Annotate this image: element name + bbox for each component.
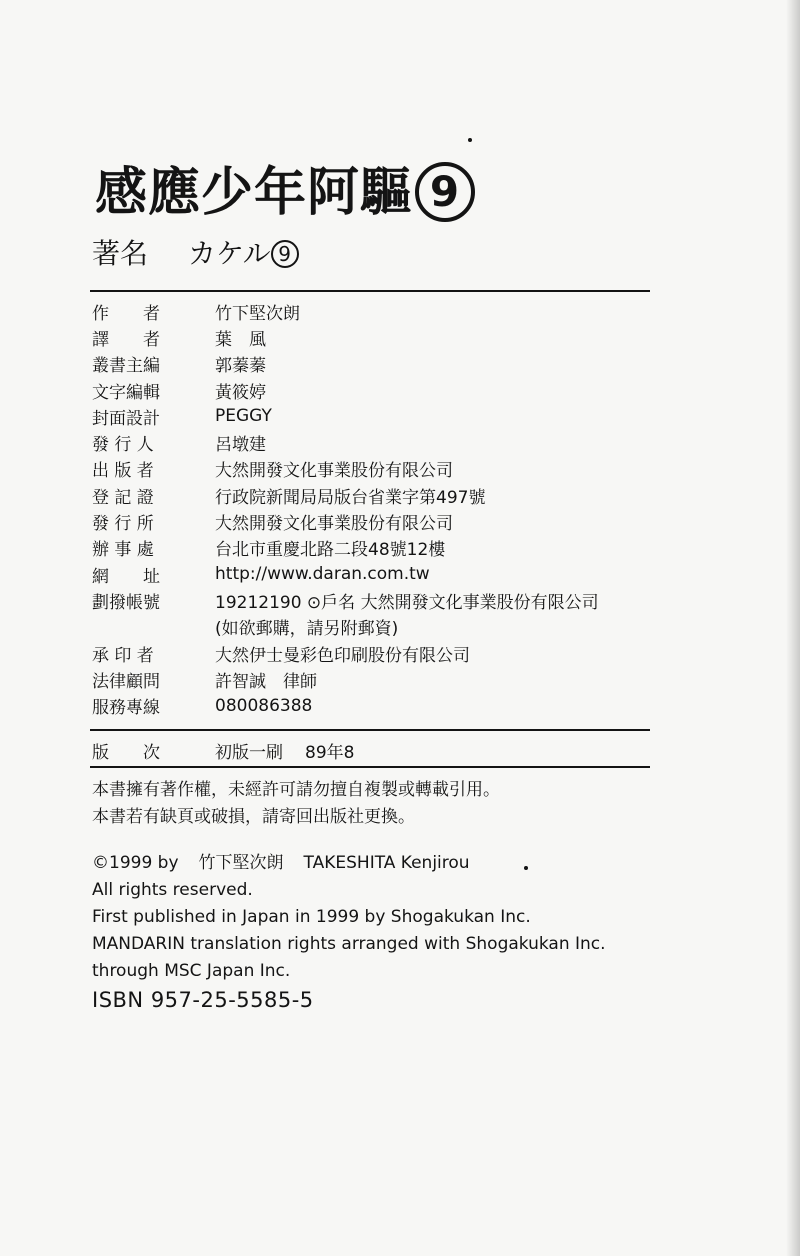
credits-row	[92, 298, 692, 324]
notice-line: 本書擁有著作權，未經許可請勿擅自複製或轉載引用。	[92, 780, 500, 800]
credits-key: 譯 者	[92, 329, 160, 350]
credits-row	[92, 456, 692, 482]
original-volume-badge: 9	[271, 240, 299, 268]
copyright-block	[92, 850, 606, 1014]
credits-row	[92, 508, 692, 534]
isbn: ISBN 957-25-5585-5	[92, 988, 314, 1012]
lower-divider	[90, 766, 650, 768]
copyright-line	[92, 850, 606, 877]
credits-value: 黃筱婷	[215, 382, 266, 403]
credits-value: 呂墩建	[215, 435, 266, 456]
credits-value: 郭蓁蓁	[215, 356, 266, 377]
credits-row	[92, 561, 692, 587]
author-english: TAKESHITA Kenjirou	[303, 853, 470, 873]
credits-value: PEGGY	[215, 406, 272, 427]
credits-row	[92, 535, 692, 561]
print-speck	[468, 138, 472, 142]
credits-table	[92, 298, 692, 719]
book-title-text: 感應少年阿驅	[95, 163, 414, 223]
original-title-text: カケル	[188, 237, 271, 270]
rights-line: MANDARIN translation rights arranged with Shogakukan Inc.	[92, 934, 606, 954]
print-speck	[524, 866, 528, 870]
copyright-year: ©1999 by	[92, 853, 179, 873]
copyright-notice	[92, 777, 500, 831]
credits-row	[92, 482, 692, 508]
credits-key: 登 記 證	[92, 487, 154, 508]
credits-key: 作 者	[92, 303, 160, 324]
original-title-label: 著名	[92, 237, 149, 270]
credits-row	[92, 587, 692, 613]
rights-line: All rights reserved.	[92, 880, 253, 900]
middle-divider	[90, 729, 650, 731]
credits-key: 劃撥帳號	[92, 592, 160, 613]
credits-key: 服務專線	[92, 698, 160, 719]
credits-value: 大然開發文化事業股份有限公司	[215, 461, 453, 482]
credits-value: 竹下堅次朗	[215, 303, 300, 324]
credits-row	[92, 324, 692, 350]
edition-line	[92, 738, 354, 763]
edition-date: 89年8	[305, 743, 355, 763]
credits-row	[92, 614, 692, 640]
website-url: http://www.daran.com.tw	[215, 564, 430, 585]
edition-key: 版 次	[92, 743, 160, 763]
edition-value: 初版一刷	[215, 743, 283, 763]
book-title	[95, 150, 475, 225]
credits-value: (如欲郵購，請另附郵資)	[215, 619, 399, 640]
credits-row	[92, 429, 692, 455]
volume-number-badge: 9	[415, 162, 475, 222]
credits-key: 法律顧問	[92, 671, 160, 692]
credits-row	[92, 377, 692, 403]
page-edge-shadow	[786, 0, 800, 1256]
top-divider	[90, 290, 650, 292]
author-japanese: 竹下堅次朗	[198, 853, 284, 873]
original-title	[92, 232, 299, 272]
credits-row	[92, 640, 692, 666]
credits-key: 出 版 者	[92, 461, 154, 482]
credits-value: 台北市重慶北路二段48號12樓	[215, 540, 446, 561]
credits-row	[92, 403, 692, 429]
credits-row	[92, 351, 692, 377]
credits-key: 承 印 者	[92, 645, 154, 666]
rights-line: through MSC Japan Inc.	[92, 961, 291, 981]
credits-row	[92, 692, 692, 718]
rights-line: First published in Japan in 1999 by Shogakukan Inc.	[92, 907, 531, 927]
credits-key: 文字編輯	[92, 382, 160, 403]
credits-row	[92, 666, 692, 692]
credits-key: 叢書主編	[92, 356, 160, 377]
credits-value: 葉 風	[215, 329, 266, 350]
credits-value: 大然開發文化事業股份有限公司	[215, 514, 453, 535]
credits-value: 許智誠 律師	[215, 671, 317, 692]
credits-value: 19212190 ⊙戶名 大然開發文化事業股份有限公司	[215, 592, 599, 613]
credits-key: 發 行 人	[92, 435, 154, 456]
credits-key: 辦 事 處	[92, 540, 154, 561]
credits-value: 080086388	[215, 695, 313, 716]
credits-key: 封面設計	[92, 408, 160, 429]
credits-key: 發 行 所	[92, 514, 154, 535]
credits-key: 網 址	[92, 566, 160, 587]
notice-line: 本書若有缺頁或破損，請寄回出版社更換。	[92, 807, 415, 827]
credits-value: 行政院新聞局局版台省業字第497號	[215, 487, 486, 508]
credits-value: 大然伊士曼彩色印刷股份有限公司	[215, 645, 470, 666]
